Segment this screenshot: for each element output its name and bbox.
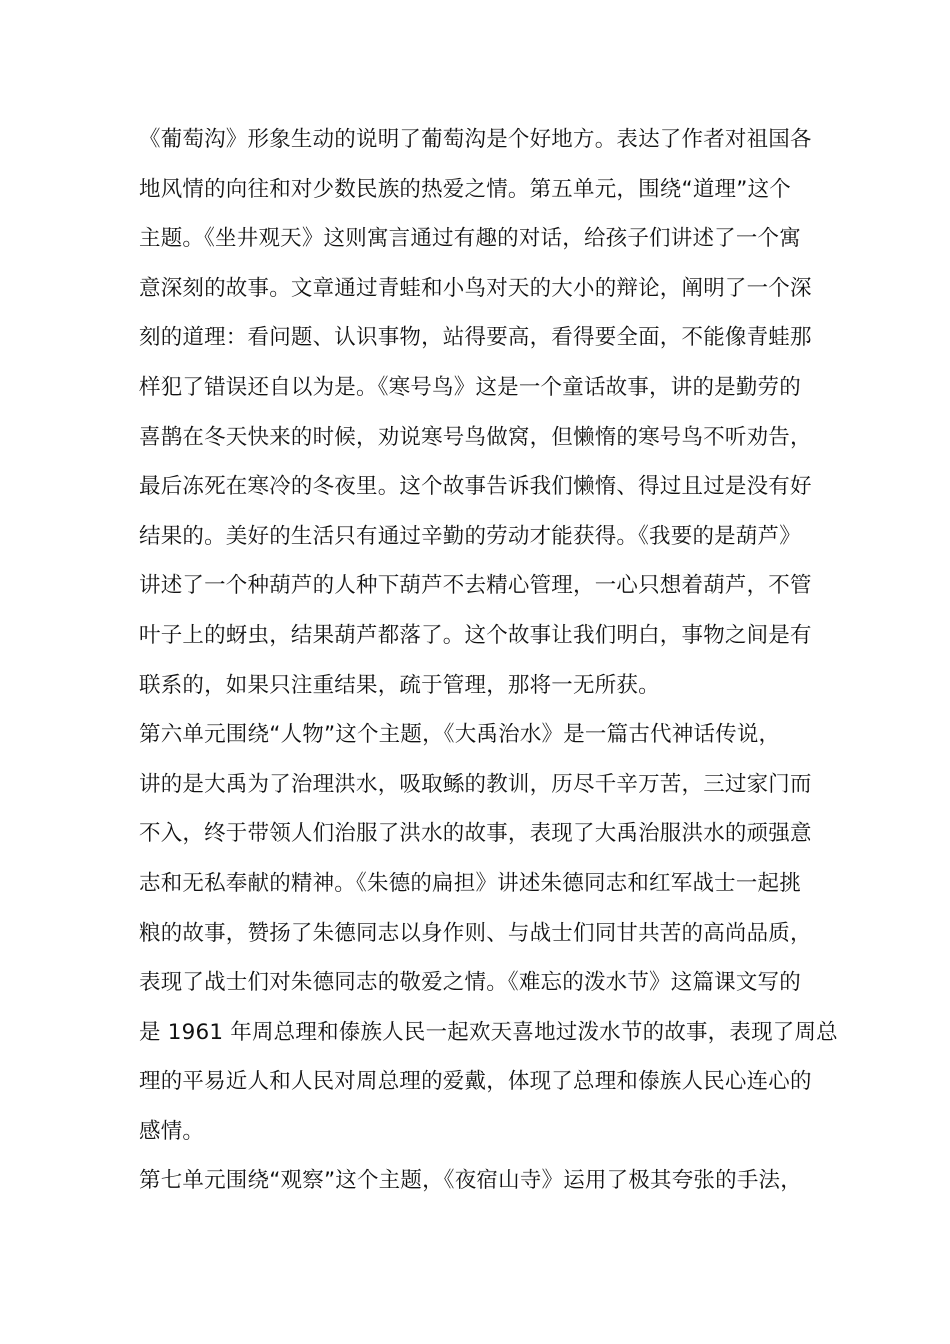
text-line: 不入，终于带领人们治服了洪水的故事，表现了大禹治服洪水的顽强意 (139, 821, 812, 847)
text-line: 第七单元围绕“观察”这个主题，《夜宿山寺》运用了极其夸张的手法， (139, 1168, 802, 1194)
text-line: 讲述了一个种葫芦的人种下葫芦不去精心管理，一心只想着葫芦，不管 (139, 573, 812, 599)
text-line: 主题。《坐井观天》这则寓言通过有趣的对话，给孩子们讲述了一个寓 (139, 226, 801, 252)
text-line: 联系的，如果只注重结果，疏于管理，那将一无所获。 (139, 672, 660, 698)
text-line: 喜鹊在冬天快来的时候，劝说寒号鸟做窝，但懒惰的寒号鸟不听劝告， (139, 424, 812, 450)
text-line: 《葡萄沟》形象生动的说明了葡萄沟是个好地方。表达了作者对祖国各 (139, 127, 812, 152)
text-line: 样犯了错误还自以为是。《寒号鸟》这是一个童话故事，讲的是勤劳的 (139, 374, 801, 400)
text-line: 理的平易近人和人民对周总理的爱戴，体现了总理和傣族人民心连心的 (139, 1069, 812, 1095)
text-line: 感情。 (139, 1118, 205, 1144)
text-line: 讲的是大禹为了治理洪水，吸取鲧的教训，历尽千辛万苦，三过家门而 (139, 771, 812, 797)
text-line: 粮的故事，赞扬了朱德同志以身作则、与战士们同甘共苦的高尚品质， (139, 920, 812, 946)
text-line: 地风情的向往和对少数民族的热爱之情。第五单元，围绕“道理”这个 (139, 176, 791, 202)
text-line: 是 1961 年周总理和傣族人民一起欢天喜地过泼水节的故事，表现了周总 (139, 1019, 838, 1045)
document-body (139, 122, 839, 1213)
text-line: 叶子上的蚜虫，结果葫芦都落了。这个故事让我们明白，事物之间是有 (139, 622, 812, 648)
text-line: 意深刻的故事。文章通过青蛙和小鸟对天的大小的辩论，阐明了一个深 (139, 275, 812, 301)
text-line: 志和无私奉献的精神。《朱德的扁担》讲述朱德同志和红军战士一起挑 (139, 870, 801, 896)
text-line: 刻的道理：看问题、认识事物，站得要高，看得要全面，不能像青蛙那 (139, 325, 812, 351)
text-line: 结果的。美好的生活只有通过辛勤的劳动才能获得。《我要的是葫芦》 (139, 523, 801, 549)
text-line: 最后冻死在寒冷的冬夜里。这个故事告诉我们懒惰、得过且过是没有好 (139, 474, 812, 500)
text-line: 第六单元围绕“人物”这个主题，《大禹治水》是一篇古代神话传说， (139, 722, 781, 748)
text-line: 表现了战士们对朱德同志的敬爱之情。《难忘的泼水节》这篇课文写的 (139, 970, 801, 996)
